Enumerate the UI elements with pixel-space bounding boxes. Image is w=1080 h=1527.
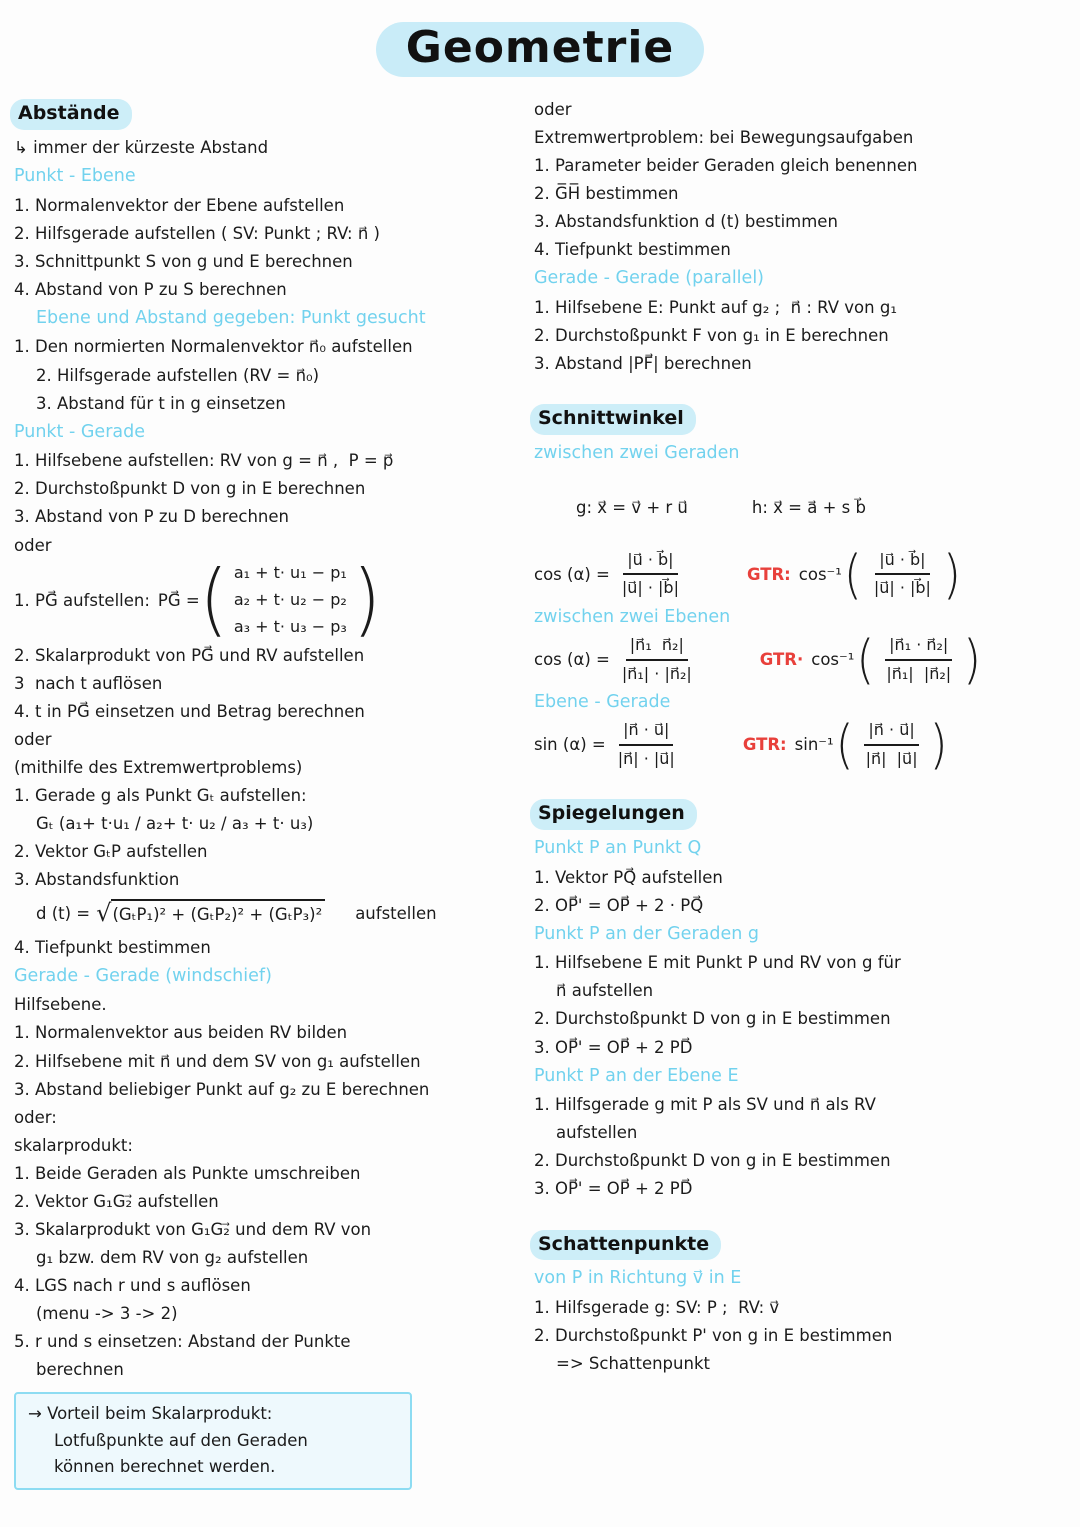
subheading-gerade-gerade-windschief: Gerade - Gerade (windschief) (14, 965, 272, 986)
sqrt-sign: √ (96, 899, 112, 928)
inverse-function: cos⁻¹ (798, 564, 842, 584)
cos-formula-geraden (534, 542, 1070, 605)
step: 3 nach t auflösen (14, 673, 163, 693)
sin-formula-ebene-gerade (534, 712, 1070, 775)
subheading-punkt-gerade: Punkt - Gerade (14, 421, 145, 442)
fraction: $\frac{\text{|n⃗₁ n⃗₂|}}{\text{|n⃗₁| · |n⃗₂|}}$ (621, 635, 692, 683)
matrix-row: a₂ + t· u₂ − p₂ (233, 589, 347, 609)
cos-formula-ebenen (534, 627, 1070, 690)
step: 1. Beide Geraden als Punkte umschreiben (14, 1163, 361, 1183)
step: 4. LGS nach r und s auflösen (14, 1276, 251, 1296)
step: 2. Hilfsebene mit n⃗ und dem SV von g₁ aufstellen (14, 1051, 421, 1071)
page-header (0, 0, 1080, 88)
step: 1. Den normierten Normalenvektor n⃗₀ aufstellen (14, 337, 413, 357)
step: 1. Hilfsgerade g mit P als SV und n⃗ als RV (534, 1095, 876, 1115)
left-paren: ( (835, 712, 854, 775)
radicand: (GₜP₁)² + (GₜP₂)² + (GₜP₃)² (111, 899, 325, 927)
hint-line: Lotfußpunkte auf den Geraden (54, 1430, 308, 1450)
step: 4. Tiefpunkt bestimmen (14, 937, 211, 957)
section-spiegelungen-title: Spiegelungen (530, 799, 697, 830)
step: 4. Tiefpunkt bestimmen (534, 240, 731, 260)
fraction: $\frac{|u⃗ \cdot b⃗|}{|u⃗| \cdot |b⃗|}$ (873, 550, 931, 598)
subheading-punkt-p-an-punkt-q: Punkt P an Punkt Q (534, 837, 702, 858)
step: 2. Durchstoßpunkt D von g in E bestimmen (534, 1151, 891, 1171)
step: 2. Vektor G₁G₂⃗ aufstellen (14, 1191, 219, 1211)
sub-label: Hilfsebene. (14, 995, 107, 1015)
step: 2. Durchstoßpunkt D von g in E berechnen (14, 479, 366, 499)
step-continuation: (menu -> 3 -> 2) (36, 1304, 178, 1324)
step: 3. Abstandsfunktion d (t) bestimmen (534, 212, 838, 232)
step-continuation: berechnen (36, 1360, 124, 1380)
right-paren: ) (352, 552, 381, 646)
step: 2. Skalarprodukt von PG⃗ und RV aufstellen (14, 645, 365, 665)
step: 1. Hilfsebene E mit Punkt P und RV von g für (534, 953, 901, 973)
oder-label: oder (14, 535, 52, 555)
section-schnittwinkel-title: Schnittwinkel (530, 404, 696, 435)
step: 2. Durchstoßpunkt D von g in E bestimmen (534, 1009, 891, 1029)
fraction: $\frac{|n⃗ \cdot u⃗|}{|n⃗| \cdot |u⃗|}$ (617, 720, 675, 768)
two-column-layout (0, 88, 1080, 1490)
extremwert-note: (mithilfe des Extremwertproblems) (14, 757, 303, 777)
step: 3. Abstand von P zu D berechnen (14, 507, 289, 527)
step-continuation: n⃗ aufstellen (556, 981, 654, 1001)
step: 3. Schnittpunkt S von g und E berechnen (14, 251, 353, 271)
sub-label: skalarprodukt: (14, 1135, 133, 1155)
left-paren: ( (843, 542, 862, 605)
gtr-label: GTR: (742, 735, 787, 755)
formula-lhs: d (t) = (36, 903, 91, 923)
subheading-gerade-gerade-parallel: Gerade - Gerade (parallel) (534, 268, 765, 289)
subheading-punkt-ebene: Punkt - Ebene (14, 165, 136, 186)
step: 2. Hilfsgerade aufstellen (RV = n⃗₀) (36, 365, 320, 385)
subheading-zwischen-zwei-ebenen: zwischen zwei Ebenen (534, 606, 731, 627)
left-column (14, 94, 520, 1490)
h-equation: h: x⃗ = a⃗ + s b⃗ (751, 497, 866, 517)
step: 3. OP⃗' = OP⃗ + 2 PD⃗ (534, 1037, 693, 1057)
matrix-row: a₃ + t· u₃ − p₃ (233, 617, 347, 637)
step: 2. Hilfsgerade aufstellen ( SV: Punkt ; RV: n⃗ ) (14, 223, 380, 243)
extremwertproblem-heading: Extremwertproblem: bei Bewegungsaufgaben (534, 128, 914, 148)
step: 2. G̅H̅ bestimmen (534, 184, 679, 204)
gtr-label: GTR: (746, 564, 791, 584)
right-paren: ) (963, 627, 982, 690)
abstaende-note: ↳ immer der kürzeste Abstand (14, 137, 269, 157)
fraction: $\frac{\text{|n⃗₁ · n⃗₂|}}{\text{|n⃗₁| |n⃗₂|}}$ (886, 635, 952, 683)
step: 1. Normalenvektor aus beiden RV bilden (14, 1023, 348, 1043)
subheading-von-p-in-richtung-v: von P in Richtung v⃗ in E (534, 1268, 742, 1289)
geraden-gleichungen (534, 470, 1070, 545)
step: 1. Parameter beider Geraden gleich benennen (534, 156, 918, 176)
step: 1. Gerade g als Punkt Gₜ aufstellen: (14, 785, 307, 805)
inverse-function: sin⁻¹ (794, 735, 834, 755)
step: 3. Abstand beliebiger Punkt auf g₂ zu E berechnen (14, 1079, 430, 1099)
step: 2. Vektor GₜP aufstellen (14, 842, 208, 862)
subheading-punkt-p-an-ebene-e: Punkt P an der Ebene E (534, 1065, 739, 1086)
inverse-function: cos⁻¹ (811, 649, 855, 669)
oder-label: oder: (14, 1107, 57, 1127)
step: 1. Hilfsebene aufstellen: RV von g = n⃗ , P = p⃗ (14, 451, 394, 471)
step: 2. OP⃗' = OP⃗ + 2 · PQ⃗ (534, 895, 704, 915)
formula-lead: 1. PG⃗ aufstellen: (14, 590, 150, 610)
step: 5. r und s einsetzen: Abstand der Punkte (14, 1332, 351, 1352)
right-paren: ) (942, 542, 961, 605)
formula-lhs: cos (α) = (534, 649, 610, 669)
step: 3. Abstand für t in g einsetzen (36, 393, 286, 413)
left-paren: ( (856, 627, 875, 690)
hint-box (14, 1392, 412, 1489)
step-continuation: g₁ bzw. dem RV von g₂ aufstellen (36, 1248, 309, 1268)
fraction: $\frac{|u⃗ \cdot b⃗|}{|u⃗| \cdot |b⃗|}$ (621, 550, 679, 598)
subheading-zwischen-zwei-geraden: zwischen zwei Geraden (534, 443, 740, 464)
step: 4. Abstand von P zu S berechnen (14, 279, 287, 299)
step: 1. Hilfsebene E: Punkt auf g₂ ; n⃗ : RV von g₁ (534, 298, 897, 318)
left-paren: ( (199, 552, 228, 646)
hint-line: → Vorteil beim Skalarprodukt: (28, 1404, 273, 1424)
subheading-ebene-abstand-gegeben: Ebene und Abstand gegeben: Punkt gesucht (36, 307, 426, 328)
hint-line: können berechnet werden. (54, 1456, 276, 1476)
step: 4. t in PG⃗ einsetzen und Betrag berechnen (14, 701, 365, 721)
step: 3. Abstand |PF⃗| berechnen (534, 354, 752, 374)
matrix-rows (228, 561, 353, 640)
step-continuation: Gₜ (a₁+ t·u₁ / a₂+ t· u₂ / a₃ + t· u₃) (36, 814, 314, 833)
right-column (534, 94, 1070, 1379)
formula-lhs: cos (α) = (534, 564, 610, 584)
formula-lhs: sin (α) = (534, 735, 606, 755)
g-equation: g: x⃗ = v⃗ + r u⃗ (575, 497, 688, 517)
formula-lhs: PG⃗ = (157, 590, 200, 610)
section-schattenpunkte-title: Schattenpunkte (530, 1230, 721, 1261)
step: 2. Durchstoßpunkt P' von g in E bestimmen (534, 1326, 893, 1346)
step: 1. Vektor PQ⃗ aufstellen (534, 867, 723, 887)
section-abstaende-title: Abstände (10, 99, 132, 130)
page-title: Geometrie (376, 22, 705, 77)
right-paren: ) (929, 712, 948, 775)
step: 3. Abstandsfunktion (14, 870, 180, 890)
step-continuation: => Schattenpunkt (556, 1354, 710, 1374)
oder-label: oder (534, 100, 572, 119)
subheading-ebene-gerade: Ebene - Gerade (534, 691, 671, 712)
pg-vektor-formula (14, 552, 520, 646)
step-continuation: aufstellen (556, 1123, 638, 1143)
abstandsfunktion-formula (14, 895, 520, 931)
step: 3. Skalarprodukt von G₁G₂⃗ und dem RV von (14, 1220, 372, 1239)
oder-label: oder (14, 729, 52, 749)
gtr-label: GTR· (759, 649, 804, 669)
step: 1. Normalenvektor der Ebene aufstellen (14, 195, 345, 215)
matrix-row: a₁ + t· u₁ − p₁ (233, 562, 347, 582)
formula-tail: aufstellen (355, 903, 437, 923)
subheading-punkt-p-an-geraden-g: Punkt P an der Geraden g (534, 923, 759, 944)
fraction: $\frac{|n⃗ \cdot u⃗|}{|n⃗| |u⃗|}$ (865, 720, 918, 768)
step: 3. OP⃗' = OP⃗ + 2 PD⃗ (534, 1179, 693, 1199)
step: 1. Hilfsgerade g: SV: P ; RV: v⃗ (534, 1297, 780, 1317)
step: 2. Durchstoßpunkt F von g₁ in E berechnen (534, 326, 889, 346)
